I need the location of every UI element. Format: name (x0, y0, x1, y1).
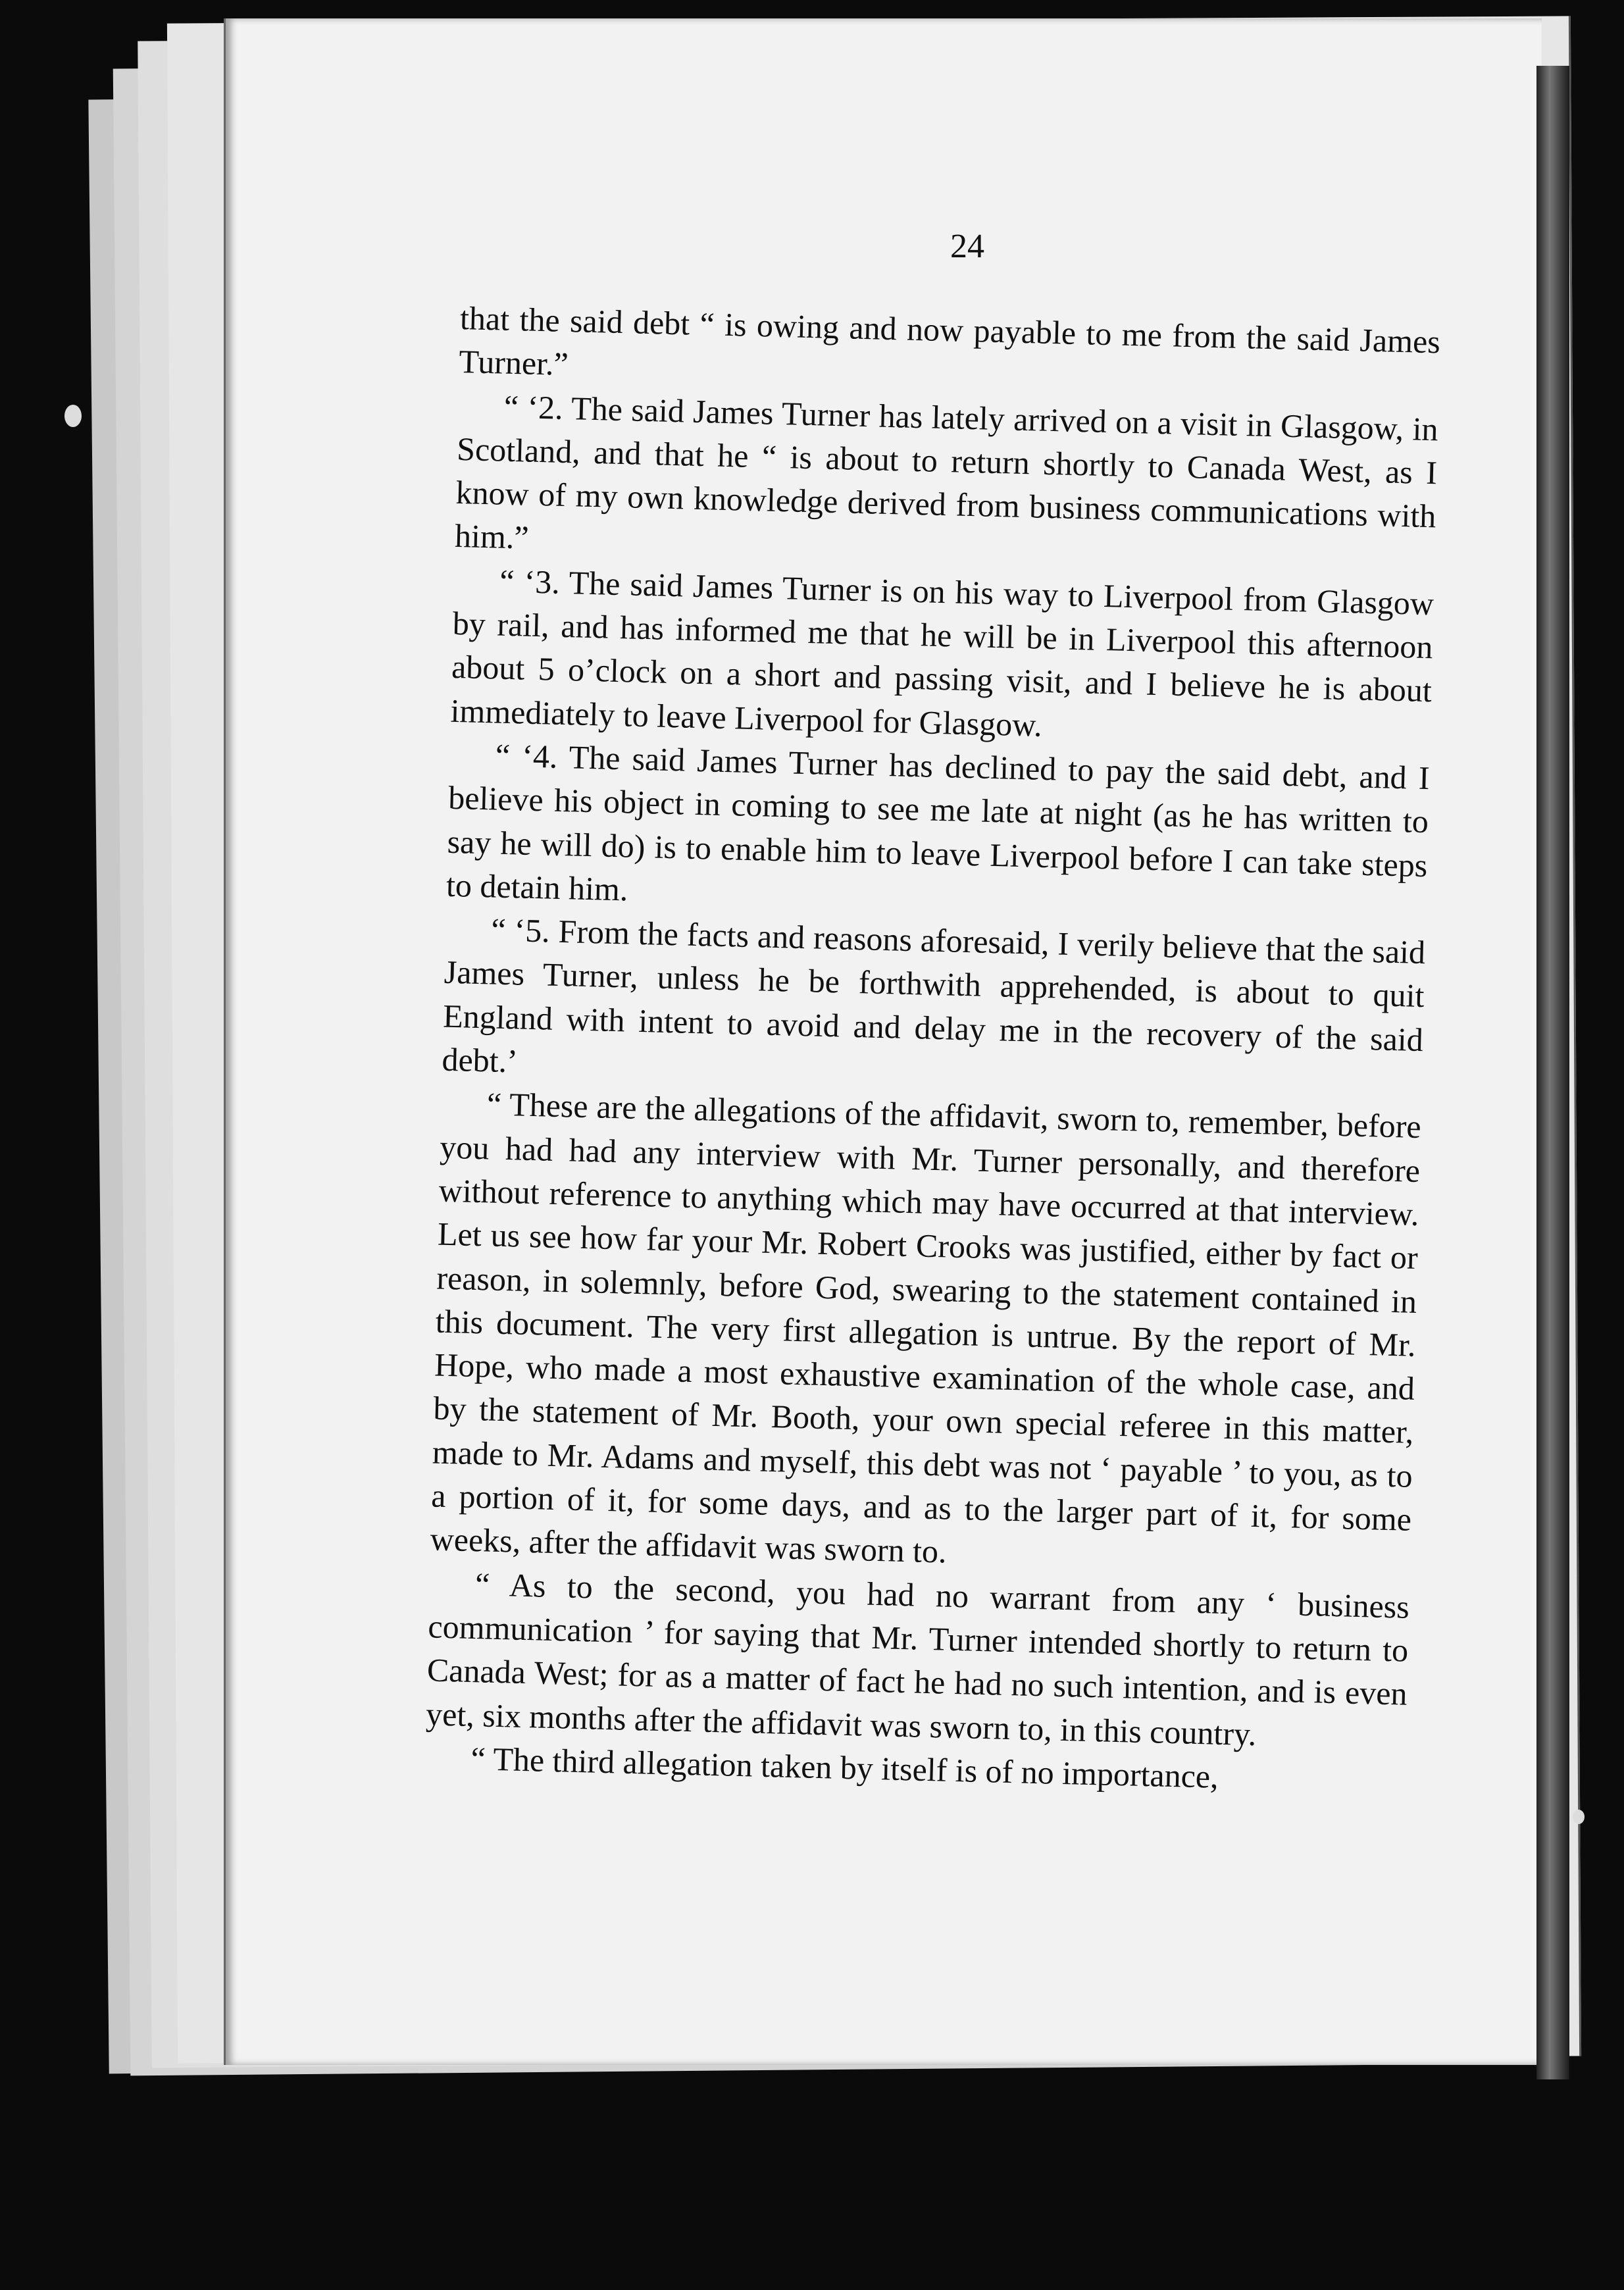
paragraph: “ These are the allegations of the affidavit, sworn to, remember, before you had had any interview with Mr. Turner personally, and therefore without reference to anything which may have occurred at that interview. Let us see how far your Mr. Robert Crooks was justified, either by fact or reason, in solemnly, before God, swearing to the statement contained in this document. The very first allegation is untrue. By the report of Mr. Hope, who made a most exhaustive examination of the whole case, and by the statement of Mr. Booth, your own special referee in this matter, made to Mr. Adams and myself, this debt was not ‘ payable ’ to you, as to a portion of it, for some days, and as to the larger part of it, for some weeks, after the affidavit was sworn to. (430, 1085, 1422, 1570)
paragraph: “ ‘5. From the facts and reasons aforesaid, I verily believe that the said James Turner, unless he be forthwith apprehended, is about to quit England with intent to avoid and delay me in the recovery of the said debt.’ (441, 911, 1426, 1080)
page-gutter (1536, 66, 1569, 2079)
paragraph: that the said debt “ is owing and now payable to me from the said James Turner.” (458, 299, 1441, 383)
page-number: 24 (950, 228, 984, 265)
paragraph: “ ‘2. The said James Turner has lately arrived on a visit in Glasgow, in Scotland, and that he “ is about to return shortly to Canada West, as I know of my own knowledge derived from business communications with him.” (454, 388, 1439, 557)
paragraph: “ The third allegation taken by itself is of no importance, (470, 1739, 1219, 1795)
scan-speck (1573, 1810, 1585, 1824)
body-text (424, 296, 1441, 1803)
paragraph: “ ‘4. The said James Turner has declined to pay the said debt, and I believe his object in coming to see me late at night (as he has written to say he will do) is to enable him to leave Liverpool before I can take steps to detain him. (445, 736, 1431, 908)
scan-speck (64, 405, 82, 427)
paragraph: “ ‘3. The said James Turner is on his way to Liverpool from Glasgow by rail, and has informed me that he will be in Liverpool this afternoon about 5 o’clock on a short and passing visit, and I believe he is about immediately to leave Liverpool for Glasgow. (449, 562, 1434, 744)
paragraph: “ As to the second, you had no warrant from any ‘ business communication ’ for saying that Mr. Turner intended shortly to return to Canada West; for as a matter of fact he had no such intention, and is even yet, six months after the affidavit was sworn to, in this country. (425, 1565, 1410, 1752)
